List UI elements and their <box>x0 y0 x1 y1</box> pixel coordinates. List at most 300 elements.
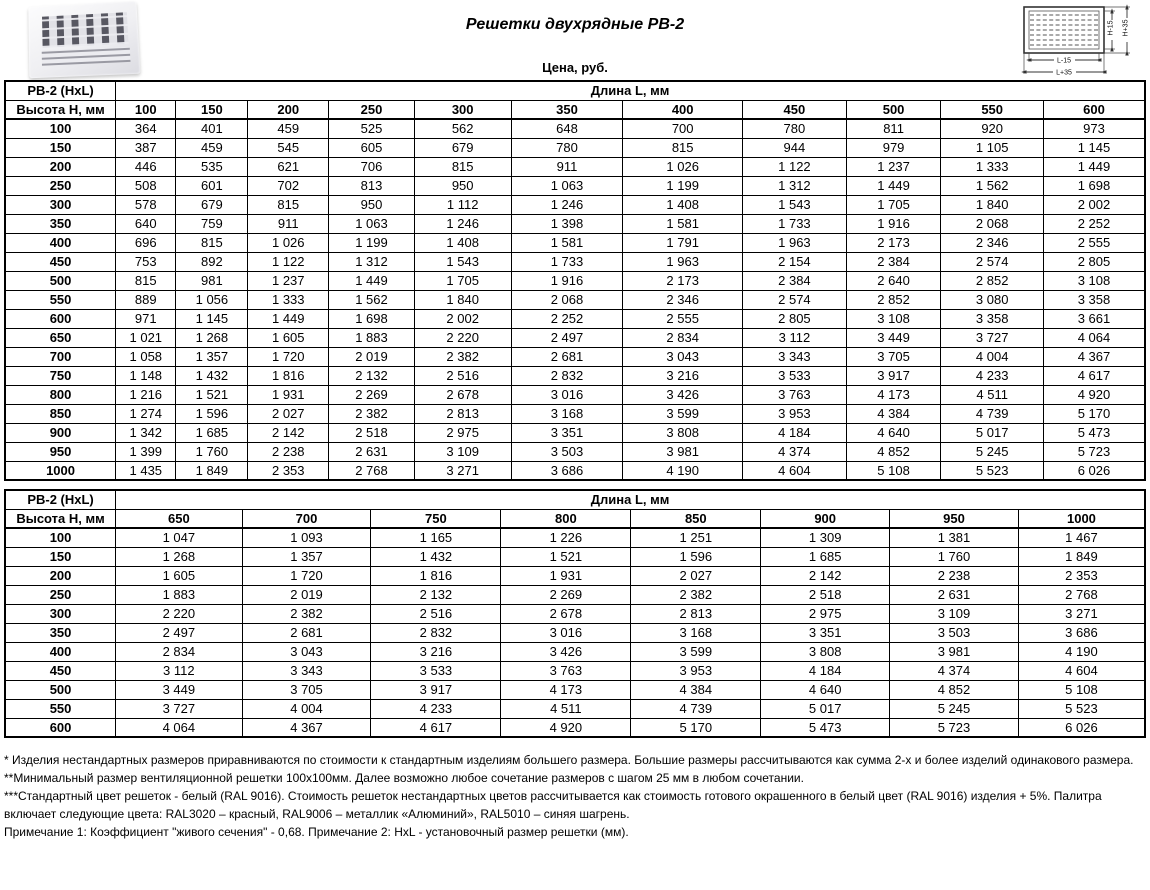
price-cell: 1 449 <box>248 309 329 328</box>
price-cell: 2 142 <box>248 423 329 442</box>
price-cell: 4 640 <box>846 423 941 442</box>
price-cell: 3 168 <box>631 623 761 642</box>
price-cell: 1 543 <box>743 195 847 214</box>
price-cell: 1 705 <box>846 195 941 214</box>
price-cell: 3 216 <box>371 642 501 661</box>
price-cell: 1 145 <box>176 309 248 328</box>
price-cell: 2 353 <box>1018 566 1145 585</box>
price-cell: 3 343 <box>242 661 371 680</box>
price-cell: 4 004 <box>941 347 1044 366</box>
price-cell: 3 449 <box>846 328 941 347</box>
price-cell: 3 533 <box>743 366 847 385</box>
price-cell: 401 <box>176 119 248 138</box>
product-code-cell: РВ-2 (HxL) <box>5 490 116 509</box>
price-cell: 1 883 <box>116 585 243 604</box>
price-cell: 2 382 <box>329 404 415 423</box>
price-cell: 815 <box>248 195 329 214</box>
price-cell: 2 353 <box>248 461 329 480</box>
price-cell: 1 342 <box>116 423 176 442</box>
price-cell: 3 109 <box>414 442 511 461</box>
price-cell: 1 720 <box>248 347 329 366</box>
price-cell: 1 122 <box>743 157 847 176</box>
price-cell: 4 920 <box>501 718 631 737</box>
height-row-header: 600 <box>5 309 116 328</box>
price-cell: 1 720 <box>242 566 371 585</box>
price-cell: 780 <box>511 138 623 157</box>
price-cell: 2 768 <box>1018 585 1145 604</box>
price-cell: 3 016 <box>501 623 631 642</box>
price-cell: 1 148 <box>116 366 176 385</box>
price-cell: 3 080 <box>941 290 1044 309</box>
height-row-header: 900 <box>5 423 116 442</box>
price-cell: 6 026 <box>1043 461 1145 480</box>
price-cell: 4 617 <box>371 718 501 737</box>
height-row-header: 150 <box>5 547 116 566</box>
length-col-header: 950 <box>890 509 1019 528</box>
price-cell: 4 374 <box>743 442 847 461</box>
price-row <box>5 366 1145 385</box>
price-cell: 4 184 <box>761 661 890 680</box>
price-cell: 700 <box>623 119 743 138</box>
price-cell: 1 840 <box>414 290 511 309</box>
price-cell: 1 312 <box>743 176 847 195</box>
price-cell: 3 112 <box>743 328 847 347</box>
price-cell: 4 920 <box>1043 385 1145 404</box>
price-cell: 1 698 <box>329 309 415 328</box>
price-cell: 5 017 <box>941 423 1044 442</box>
price-cell: 3 108 <box>846 309 941 328</box>
price-cell: 3 763 <box>743 385 847 404</box>
price-cell: 696 <box>116 233 176 252</box>
price-cell: 911 <box>511 157 623 176</box>
price-cell: 2 832 <box>371 623 501 642</box>
price-row <box>5 138 1145 157</box>
price-row <box>5 119 1145 138</box>
footnote-notes: Примечание 1: Коэффициент "живого сечения" - 0,68. Примечание 2: HxL - установочный размер решетки (мм). <box>4 824 629 839</box>
price-cell: 4 233 <box>941 366 1044 385</box>
price-cell: 3 953 <box>631 661 761 680</box>
price-cell: 1 333 <box>248 290 329 309</box>
price-cell: 3 705 <box>242 680 371 699</box>
price-cell: 2 382 <box>414 347 511 366</box>
price-cell: 4 374 <box>890 661 1019 680</box>
length-col-header: 750 <box>371 509 501 528</box>
price-cell: 1 251 <box>631 528 761 547</box>
price-cell: 811 <box>846 119 941 138</box>
price-cell: 1 562 <box>941 176 1044 195</box>
price-cell: 2 142 <box>761 566 890 585</box>
price-cell: 1 312 <box>329 252 415 271</box>
length-col-header: 350 <box>511 100 623 119</box>
length-col-header: 850 <box>631 509 761 528</box>
price-row <box>5 423 1145 442</box>
price-cell: 3 917 <box>371 680 501 699</box>
price-cell: 2 813 <box>631 604 761 623</box>
price-cell: 2 516 <box>414 366 511 385</box>
price-cell: 3 271 <box>414 461 511 480</box>
price-cell: 4 511 <box>941 385 1044 404</box>
price-cell: 2 002 <box>414 309 511 328</box>
price-cell: 1 357 <box>242 547 371 566</box>
length-axis-label: Длина L, мм <box>116 490 1145 509</box>
price-cell: 4 384 <box>631 680 761 699</box>
price-cell: 3 043 <box>242 642 371 661</box>
price-cell: 2 813 <box>414 404 511 423</box>
price-row <box>5 195 1145 214</box>
price-cell: 4 852 <box>890 680 1019 699</box>
price-cell: 2 384 <box>846 252 941 271</box>
price-cell: 1 449 <box>329 271 415 290</box>
price-cell: 605 <box>329 138 415 157</box>
length-col-header: 450 <box>743 100 847 119</box>
price-cell: 3 216 <box>623 366 743 385</box>
length-col-header: 800 <box>501 509 631 528</box>
price-cell: 2 154 <box>743 252 847 271</box>
price-cell: 3 763 <box>501 661 631 680</box>
price-cell: 2 238 <box>248 442 329 461</box>
price-cell: 1 021 <box>116 328 176 347</box>
price-cell: 3 351 <box>511 423 623 442</box>
price-cell: 4 852 <box>846 442 941 461</box>
price-cell: 3 503 <box>511 442 623 461</box>
price-cell: 1 309 <box>761 528 890 547</box>
price-cell: 2 382 <box>242 604 371 623</box>
price-cell: 4 739 <box>941 404 1044 423</box>
price-cell: 1 226 <box>501 528 631 547</box>
price-cell: 4 173 <box>846 385 941 404</box>
price-cell: 3 426 <box>501 642 631 661</box>
price-cell: 2 640 <box>846 271 941 290</box>
height-row-header: 300 <box>5 604 116 623</box>
price-cell: 4 004 <box>242 699 371 718</box>
price-cell: 2 574 <box>743 290 847 309</box>
price-row <box>5 699 1145 718</box>
price-cell: 3 358 <box>1043 290 1145 309</box>
price-cell: 3 108 <box>1043 271 1145 290</box>
price-row <box>5 604 1145 623</box>
price-cell: 5 473 <box>761 718 890 737</box>
height-row-header: 800 <box>5 385 116 404</box>
price-row <box>5 214 1145 233</box>
price-cell: 780 <box>743 119 847 138</box>
price-cell: 1 521 <box>176 385 248 404</box>
price-cell: 3 449 <box>116 680 243 699</box>
price-cell: 1 268 <box>116 547 243 566</box>
length-col-header: 200 <box>248 100 329 119</box>
price-cell: 759 <box>176 214 248 233</box>
price-cell: 4 233 <box>371 699 501 718</box>
price-cell: 5 523 <box>941 461 1044 480</box>
price-row <box>5 566 1145 585</box>
price-cell: 2 852 <box>846 290 941 309</box>
price-cell: 2 975 <box>414 423 511 442</box>
price-cell: 4 367 <box>242 718 371 737</box>
price-cell: 1 333 <box>941 157 1044 176</box>
price-cell: 562 <box>414 119 511 138</box>
price-cell: 1 432 <box>371 547 501 566</box>
price-cell: 1 581 <box>623 214 743 233</box>
price-cell: 2 173 <box>846 233 941 252</box>
price-cell: 1 521 <box>501 547 631 566</box>
price-cell: 3 503 <box>890 623 1019 642</box>
price-table-lengths-100-600 <box>4 80 1146 481</box>
price-cell: 364 <box>116 119 176 138</box>
height-axis-label: Высота H, мм <box>5 100 116 119</box>
price-cell: 1 760 <box>176 442 248 461</box>
price-cell: 1 063 <box>511 176 623 195</box>
page-title: Решетки двухрядные РВ-2 <box>465 16 685 33</box>
price-cell: 3 112 <box>116 661 243 680</box>
price-cell: 621 <box>248 157 329 176</box>
table-title-row <box>5 81 1145 100</box>
price-cell: 1 883 <box>329 328 415 347</box>
height-row-header: 150 <box>5 138 116 157</box>
footnote-nonstandard-sizes: * Изделия нестандартных размеров приравниваются по стоимости к стандартным изделиям большего размера. Большие размеры рассчитываются как сумма 2-х и более изделий одинакового размера. <box>4 753 1134 767</box>
price-cell: 2 269 <box>329 385 415 404</box>
price-cell: 1 357 <box>176 347 248 366</box>
price-cell: 2 574 <box>941 252 1044 271</box>
price-cell: 1 581 <box>511 233 623 252</box>
price-cell: 1 849 <box>1018 547 1145 566</box>
price-cell: 640 <box>116 214 176 233</box>
table-title-row <box>5 490 1145 509</box>
price-row <box>5 642 1145 661</box>
price-cell: 4 604 <box>743 461 847 480</box>
price-cell: 3 981 <box>890 642 1019 661</box>
price-cell: 2 346 <box>941 233 1044 252</box>
price-cell: 950 <box>414 176 511 195</box>
length-col-header: 500 <box>846 100 941 119</box>
price-cell: 944 <box>743 138 847 157</box>
price-cell: 5 245 <box>941 442 1044 461</box>
price-cell: 950 <box>329 195 415 214</box>
price-cell: 2 681 <box>242 623 371 642</box>
price-cell: 387 <box>116 138 176 157</box>
length-col-header: 650 <box>116 509 243 528</box>
price-cell: 2 002 <box>1043 195 1145 214</box>
price-cell: 892 <box>176 252 248 271</box>
price-cell: 911 <box>248 214 329 233</box>
price-cell: 2 068 <box>511 290 623 309</box>
price-row <box>5 385 1145 404</box>
footnote-colors: ***Стандартный цвет решеток - белый (RAL 9016). Стоимость решеток нестандартных цветов рассчитывается как стоимость готового окрашенного в белый цвет (RAL 9016) изделия + 5%. Палитра включает следующие цвета: RAL3020 – красный, RAL9006 – металлик «Алюминий», RAL5010 – синяя шагрень. <box>4 789 1102 821</box>
price-cell: 4 190 <box>623 461 743 480</box>
price-cell: 3 533 <box>371 661 501 680</box>
price-cell: 2 555 <box>623 309 743 328</box>
price-cell: 2 555 <box>1043 233 1145 252</box>
height-row-header: 850 <box>5 404 116 423</box>
price-cell: 459 <box>248 119 329 138</box>
price-cell: 1 931 <box>501 566 631 585</box>
price-cell: 702 <box>248 176 329 195</box>
price-cell: 1 705 <box>414 271 511 290</box>
dim-label-l-outer: L+35 <box>1056 69 1072 77</box>
length-col-header: 600 <box>1043 100 1145 119</box>
price-cell: 1 963 <box>743 233 847 252</box>
price-cell: 1 432 <box>176 366 248 385</box>
price-cell: 3 599 <box>623 404 743 423</box>
price-row <box>5 442 1145 461</box>
price-cell: 1 026 <box>248 233 329 252</box>
price-cell: 5 017 <box>761 699 890 718</box>
price-cell: 1 145 <box>1043 138 1145 157</box>
price-cell: 2 027 <box>631 566 761 585</box>
price-row <box>5 623 1145 642</box>
price-table-lengths-650-1000 <box>4 489 1146 738</box>
price-cell: 1 274 <box>116 404 176 423</box>
page-header <box>0 0 1150 80</box>
price-cell: 753 <box>116 252 176 271</box>
price-cell: 1 562 <box>329 290 415 309</box>
height-row-header: 200 <box>5 157 116 176</box>
dimension-diagram <box>1018 3 1146 79</box>
price-cell: 1 246 <box>511 195 623 214</box>
price-cell: 4 640 <box>761 680 890 699</box>
price-cell: 1 056 <box>176 290 248 309</box>
price-cell: 5 723 <box>890 718 1019 737</box>
price-row <box>5 661 1145 680</box>
price-cell: 4 617 <box>1043 366 1145 385</box>
height-row-header: 450 <box>5 252 116 271</box>
price-cell: 815 <box>623 138 743 157</box>
height-axis-label: Высота H, мм <box>5 509 116 528</box>
length-col-header: 300 <box>414 100 511 119</box>
price-cell: 459 <box>176 138 248 157</box>
height-row-header: 300 <box>5 195 116 214</box>
price-cell: 446 <box>116 157 176 176</box>
price-cell: 2 132 <box>329 366 415 385</box>
price-cell: 1 112 <box>414 195 511 214</box>
price-cell: 508 <box>116 176 176 195</box>
price-row <box>5 680 1145 699</box>
price-cell: 2 975 <box>761 604 890 623</box>
price-cell: 1 105 <box>941 138 1044 157</box>
length-col-header: 700 <box>242 509 371 528</box>
length-col-header: 100 <box>116 100 176 119</box>
price-cell: 1 685 <box>176 423 248 442</box>
price-cell: 1 596 <box>631 547 761 566</box>
price-cell: 3 686 <box>1018 623 1145 642</box>
price-cell: 679 <box>414 138 511 157</box>
price-cell: 1 216 <box>116 385 176 404</box>
price-cell: 2 252 <box>1043 214 1145 233</box>
price-cell: 3 808 <box>623 423 743 442</box>
price-cell: 5 245 <box>890 699 1019 718</box>
price-cell: 5 723 <box>1043 442 1145 461</box>
price-cell: 2 384 <box>743 271 847 290</box>
price-cell: 2 516 <box>371 604 501 623</box>
price-cell: 2 805 <box>1043 252 1145 271</box>
price-cell: 3 727 <box>941 328 1044 347</box>
price-cell: 973 <box>1043 119 1145 138</box>
price-cell: 1 605 <box>116 566 243 585</box>
price-row <box>5 271 1145 290</box>
price-cell: 815 <box>414 157 511 176</box>
height-row-header: 1000 <box>5 461 116 480</box>
price-cell: 525 <box>329 119 415 138</box>
price-cell: 1 199 <box>329 233 415 252</box>
product-code-cell: РВ-2 (HxL) <box>5 81 116 100</box>
price-cell: 2 768 <box>329 461 415 480</box>
price-cell: 3 953 <box>743 404 847 423</box>
price-cell: 2 678 <box>414 385 511 404</box>
price-cell: 4 604 <box>1018 661 1145 680</box>
price-row <box>5 461 1145 480</box>
price-cell: 2 238 <box>890 566 1019 585</box>
length-col-header: 1000 <box>1018 509 1145 528</box>
price-row <box>5 404 1145 423</box>
price-cell: 5 170 <box>631 718 761 737</box>
price-cell: 3 686 <box>511 461 623 480</box>
price-cell: 3 271 <box>1018 604 1145 623</box>
price-cell: 2 027 <box>248 404 329 423</box>
price-cell: 5 473 <box>1043 423 1145 442</box>
price-cell: 2 252 <box>511 309 623 328</box>
price-cell: 1 398 <box>511 214 623 233</box>
price-tables-section <box>0 80 1150 738</box>
height-row-header: 350 <box>5 623 116 642</box>
price-cell: 3 917 <box>846 366 941 385</box>
price-cell: 2 382 <box>631 585 761 604</box>
price-cell: 3 981 <box>623 442 743 461</box>
price-cell: 1 543 <box>414 252 511 271</box>
price-cell: 981 <box>176 271 248 290</box>
height-row-header: 950 <box>5 442 116 461</box>
price-cell: 679 <box>176 195 248 214</box>
price-cell: 2 220 <box>116 604 243 623</box>
price-cell: 1 122 <box>248 252 329 271</box>
price-cell: 3 426 <box>623 385 743 404</box>
price-cell: 3 109 <box>890 604 1019 623</box>
price-row <box>5 309 1145 328</box>
footnotes-section <box>0 746 1150 841</box>
price-cell: 1 931 <box>248 385 329 404</box>
price-cell: 1 199 <box>623 176 743 195</box>
price-cell: 4 739 <box>631 699 761 718</box>
column-header-row <box>5 509 1145 528</box>
price-cell: 1 237 <box>248 271 329 290</box>
height-row-header: 400 <box>5 642 116 661</box>
price-cell: 2 173 <box>623 271 743 290</box>
price-row <box>5 585 1145 604</box>
price-cell: 2 497 <box>116 623 243 642</box>
price-cell: 2 678 <box>501 604 631 623</box>
price-cell: 2 834 <box>623 328 743 347</box>
price-cell: 4 064 <box>1043 328 1145 347</box>
price-row <box>5 547 1145 566</box>
price-cell: 813 <box>329 176 415 195</box>
price-cell: 979 <box>846 138 941 157</box>
price-cell: 1 816 <box>248 366 329 385</box>
height-row-header: 650 <box>5 328 116 347</box>
price-row <box>5 290 1145 309</box>
price-cell: 1 733 <box>743 214 847 233</box>
price-units-caption: Цена, руб. <box>542 60 608 75</box>
price-cell: 6 026 <box>1018 718 1145 737</box>
price-cell: 2 834 <box>116 642 243 661</box>
price-cell: 1 467 <box>1018 528 1145 547</box>
price-cell: 4 384 <box>846 404 941 423</box>
price-cell: 1 816 <box>371 566 501 585</box>
height-row-header: 450 <box>5 661 116 680</box>
price-cell: 2 518 <box>761 585 890 604</box>
price-cell: 1 963 <box>623 252 743 271</box>
price-cell: 1 408 <box>623 195 743 214</box>
price-cell: 3 358 <box>941 309 1044 328</box>
price-cell: 5 523 <box>1018 699 1145 718</box>
price-cell: 1 246 <box>414 214 511 233</box>
price-cell: 1 791 <box>623 233 743 252</box>
